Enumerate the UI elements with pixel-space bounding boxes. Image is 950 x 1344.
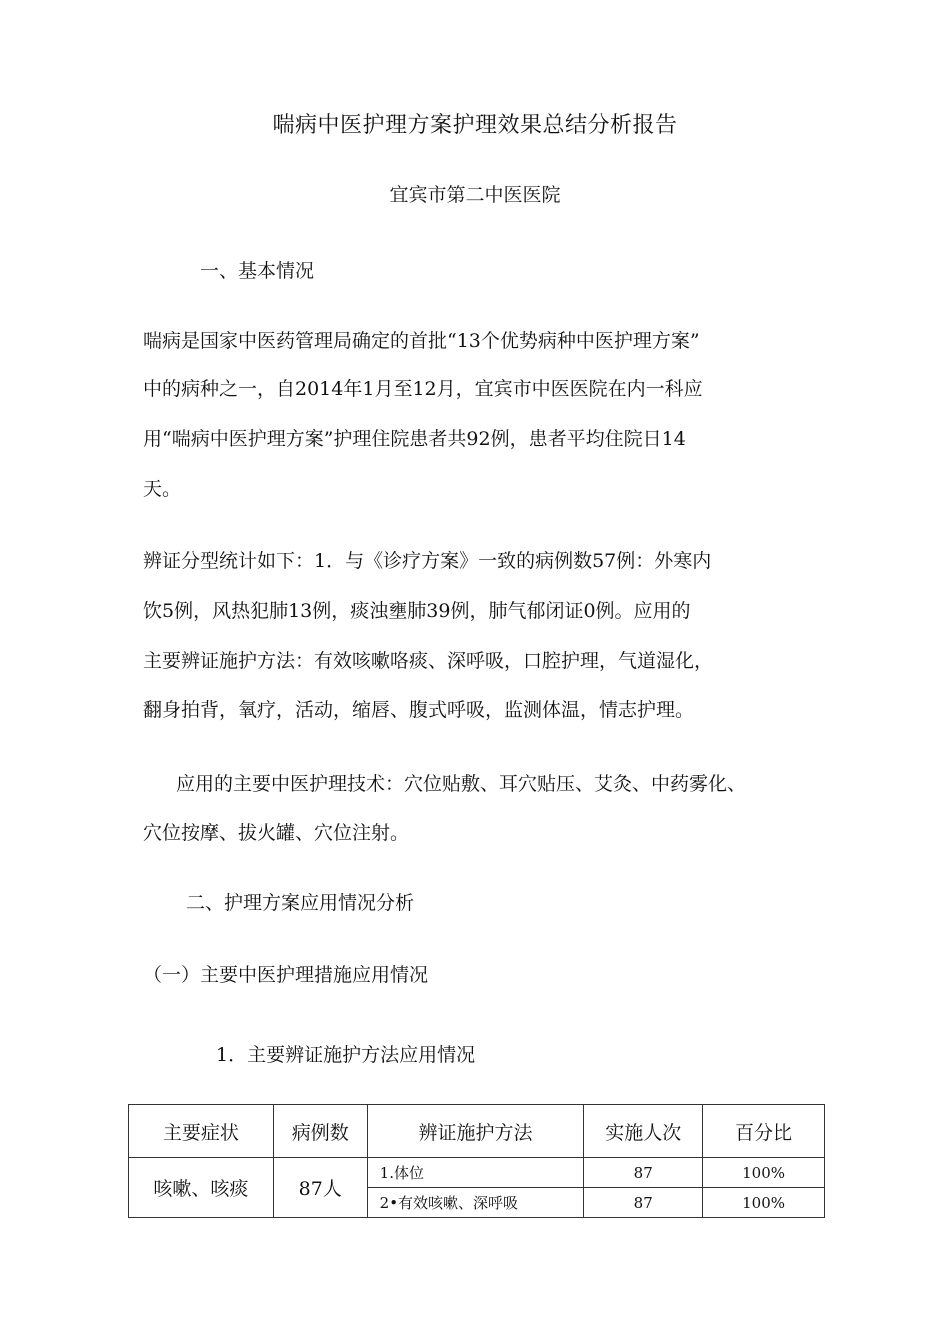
header-cell-symptom: 主要症状 [129,1105,274,1158]
percent-cell: 100% [703,1188,825,1218]
header-cell-percent: 百分比 [703,1105,825,1158]
method-cell: 2•有效咳嗽、深呼吸 [367,1188,584,1218]
section-heading-basic: 一、基本情况 [200,260,315,282]
count-cell: 87 [584,1158,703,1188]
count-cell: 87 [584,1188,703,1218]
paragraph-line: 辨证分型统计如下：1．与《诊疗方案》一致的病例数57例：外寒内 [143,550,712,572]
method-cell: 1.体位 [367,1158,584,1188]
subsection-heading: （一）主要中医护理措施应用情况 [143,964,429,986]
header-cell-count: 实施人次 [584,1105,703,1158]
nursing-methods-table [128,1104,825,1218]
paragraph-line: 翻身拍背，氧疗，活动，缩唇、腹式呼吸，监测体温，情志护理。 [143,699,695,721]
paragraph-line: 天。 [143,478,182,500]
table-row [129,1158,825,1188]
cases-cell: 87人 [273,1158,367,1218]
paragraph-line: 饮5例，风热犯肺13例，痰浊壅肺39例，肺气郁闭证0例。应用的 [143,600,691,622]
header-cell-cases: 病例数 [273,1105,367,1158]
paragraph-line: 穴位按摩、拔火罐、穴位注射。 [143,822,410,844]
header-cell-method: 辨证施护方法 [367,1105,584,1158]
paragraph-line: 用“喘病中医护理方案”护理住院患者共92例，患者平均住院日14 [143,428,686,450]
section-heading-analysis: 二、护理方案应用情况分析 [186,892,415,914]
item-heading: 1．主要辨证施护方法应用情况 [216,1044,476,1066]
hospital-name: 宜宾市第二中医医院 [389,184,561,206]
paragraph-line: 主要辨证施护方法：有效咳嗽咯痰、深呼吸，口腔护理，气道湿化， [143,650,714,672]
report-title: 喘病中医护理方案护理效果总结分析报告 [272,113,678,138]
paragraph-line: 喘病是国家中医药管理局确定的首批“13个优势病种中医护理方案” [143,330,700,352]
table-header-row [129,1105,825,1158]
symptom-cell: 咳嗽、咳痰 [129,1158,274,1218]
percent-cell: 100% [703,1158,825,1188]
paragraph-line: 应用的主要中医护理技术：穴位贴敷、耳穴贴压、艾灸、中药雾化、 [176,773,747,795]
paragraph-line: 中的病种之一，自2014年1月至12月，宜宾市中医医院在内一科应 [143,378,703,400]
